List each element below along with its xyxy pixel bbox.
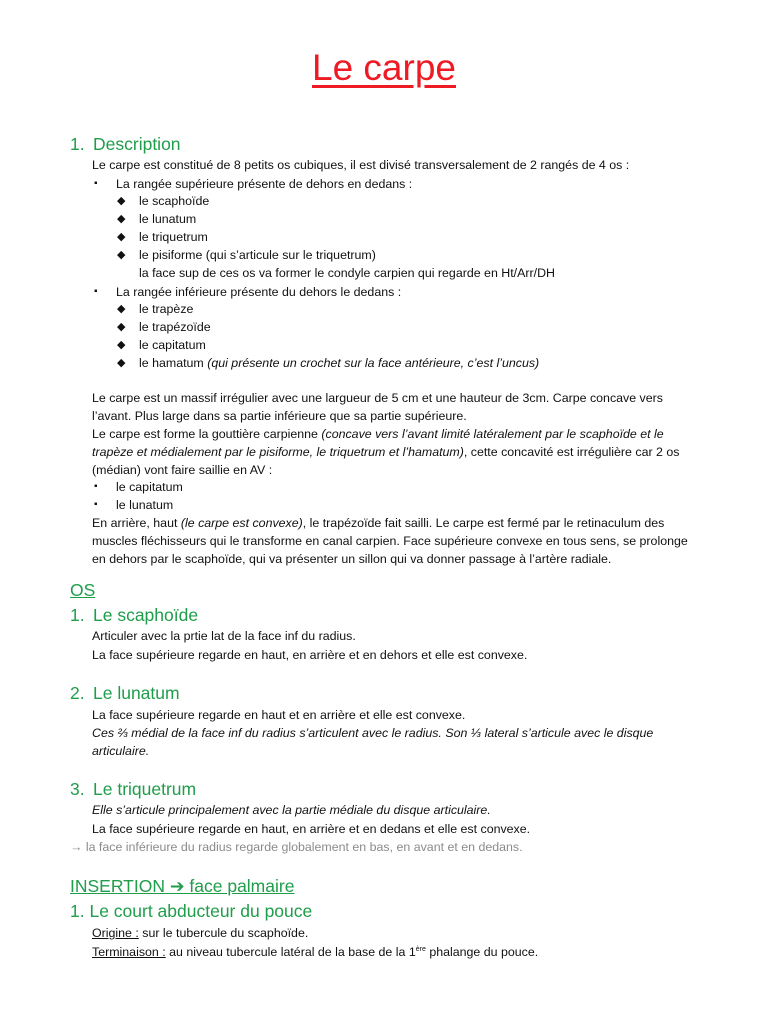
heading-number: 1. bbox=[70, 605, 85, 625]
italic-span: (le carpe est convexe) bbox=[180, 516, 303, 530]
section-heading-os: OS bbox=[70, 580, 96, 600]
origine-line bbox=[92, 924, 308, 942]
list-item: le pisiforme (qui s’articule sur le triquetrum) bbox=[139, 248, 376, 262]
list-item-text: le hamatum bbox=[139, 356, 204, 370]
terminaison-text: au niveau tubercule latéral de la base de la 1 bbox=[165, 945, 416, 959]
gray-note-line bbox=[70, 838, 523, 856]
diamond-bullet-icon: ◆ bbox=[117, 321, 126, 333]
subsection-heading-scaphoide bbox=[70, 605, 198, 625]
subsection-heading-triquetrum bbox=[70, 779, 196, 799]
list-item bbox=[139, 354, 539, 372]
description-intro: Le carpe est constitué de 8 petits os cubiques, il est divisé transversalement de 2 rangés de 4 os : bbox=[92, 158, 630, 172]
text-span: , cette concavité est irrégulière car 2 os bbox=[463, 445, 680, 459]
paragraph-line: La face supérieure regarde en haut et en arrière et elle est convexe. bbox=[92, 708, 466, 722]
diamond-bullet-icon: ◆ bbox=[117, 195, 126, 207]
paragraph-line: Articuler avec la prtie lat de la face inf du radius. bbox=[92, 629, 356, 643]
row2-label: La rangée inférieure présente du dehors le dedans : bbox=[116, 285, 402, 299]
paragraph-line: La face supérieure regarde en haut, en arrière et en dedans et elle est convexe. bbox=[92, 822, 531, 836]
origine-text: sur le tubercule du scaphoïde. bbox=[138, 926, 309, 940]
diamond-bullet-icon: ◆ bbox=[117, 249, 126, 261]
heading-number: 2. bbox=[70, 683, 85, 703]
arrow-right-icon: → bbox=[70, 840, 83, 854]
section-heading-description bbox=[70, 134, 181, 154]
paragraph-line bbox=[92, 443, 679, 461]
list-item: le trapézoïde bbox=[139, 320, 211, 334]
list-item: le lunatum bbox=[139, 212, 197, 226]
square-bullet-icon: ▪ bbox=[94, 499, 98, 510]
page-title: Le carpe bbox=[312, 47, 456, 88]
section-heading-insertion bbox=[70, 876, 294, 896]
heading-text: face palmaire bbox=[189, 876, 295, 896]
text-span: la face inférieure du radius regarde globalement en bas, en avant et en dedans. bbox=[85, 840, 523, 854]
square-bullet-icon: ▪ bbox=[94, 178, 98, 189]
list-item: le capitatum bbox=[139, 338, 206, 352]
list-item: le capitatum bbox=[116, 480, 183, 494]
diamond-bullet-icon: ◆ bbox=[117, 339, 126, 351]
paragraph-line: La face supérieure regarde en haut, en arrière et en dehors et elle est convexe. bbox=[92, 648, 528, 662]
subsection-heading-court-abducteur: 1. Le court abducteur du pouce bbox=[70, 901, 313, 921]
paragraph-line: Elle s’articule principalement avec la partie médiale du disque articulaire. bbox=[92, 803, 491, 817]
heading-number: 3. bbox=[70, 779, 85, 799]
heading-text: Le lunatum bbox=[93, 683, 180, 703]
diamond-bullet-icon: ◆ bbox=[117, 357, 126, 369]
paragraph-line: (médian) vont faire saillie en AV : bbox=[92, 463, 273, 477]
heading-text: INSERTION bbox=[70, 876, 165, 896]
list-item: le trapèze bbox=[139, 302, 194, 316]
superscript: ère bbox=[415, 946, 426, 953]
list-item: le triquetrum bbox=[139, 230, 208, 244]
terminaison-label: Terminaison : bbox=[92, 945, 166, 959]
square-bullet-icon: ▪ bbox=[94, 286, 98, 297]
paragraph-line: en dehors par le scaphoïde, qui va présenter un sillon qui va donner passage à l’artère radiale. bbox=[92, 552, 612, 566]
text-span: En arrière, haut bbox=[92, 516, 181, 530]
list-item: le lunatum bbox=[116, 498, 174, 512]
paragraph-line: l’avant. Plus large dans sa partie inférieure que sa partie supérieure. bbox=[92, 409, 467, 423]
paragraph-line bbox=[92, 425, 664, 443]
text-span: Le carpe est forme la gouttière carpienne bbox=[92, 427, 322, 441]
paragraph-line: Le carpe est un massif irrégulier avec une largueur de 5 cm et une hauteur de 3cm. Carpe concave vers bbox=[92, 391, 663, 405]
terminaison-text: phalange du pouce. bbox=[425, 945, 539, 959]
paragraph-line: articulaire. bbox=[92, 744, 150, 758]
heading-text: Description bbox=[93, 134, 181, 154]
list-item-note: (qui présente un crochet sur la face antérieure, c’est l’uncus) bbox=[207, 356, 540, 370]
text-span: , le trapézoïde fait sailli. Le carpe est fermé par le retinaculum des bbox=[302, 516, 665, 530]
italic-span: trapèze et médialement par le pisiforme, le triquetrum et l’hamatum) bbox=[92, 445, 464, 459]
row1-note: la face sup de ces os va former le condyle carpien qui regarde en Ht/Arr/DH bbox=[139, 266, 555, 280]
paragraph-line: muscles fléchisseurs qui le transforme en canal carpien. Face supérieure convexe en tous sens, se prolonge bbox=[92, 534, 688, 548]
origine-label: Origine : bbox=[92, 926, 139, 940]
square-bullet-icon: ▪ bbox=[94, 481, 98, 492]
paragraph-line bbox=[92, 514, 664, 532]
terminaison-line bbox=[92, 943, 538, 961]
diamond-bullet-icon: ◆ bbox=[117, 303, 126, 315]
list-item: le scaphoïde bbox=[139, 194, 210, 208]
heading-text: Le triquetrum bbox=[93, 779, 197, 799]
diamond-bullet-icon: ◆ bbox=[117, 213, 126, 225]
row1-label: La rangée supérieure présente de dehors en dedans : bbox=[116, 177, 413, 191]
italic-span: (concave vers l’avant limité latéralement par le scaphoïde et le bbox=[321, 427, 664, 441]
diamond-bullet-icon: ◆ bbox=[117, 231, 126, 243]
paragraph-line: Ces ⅔ médial de la face inf du radius s’articulent avec le radius. Son ⅓ lateral s’articule avec le disque bbox=[92, 726, 654, 740]
heading-text: Le scaphoïde bbox=[93, 605, 199, 625]
subsection-heading-lunatum bbox=[70, 683, 180, 703]
arrow-right-icon: ➔ bbox=[169, 876, 185, 896]
heading-number: 1. bbox=[70, 134, 85, 154]
